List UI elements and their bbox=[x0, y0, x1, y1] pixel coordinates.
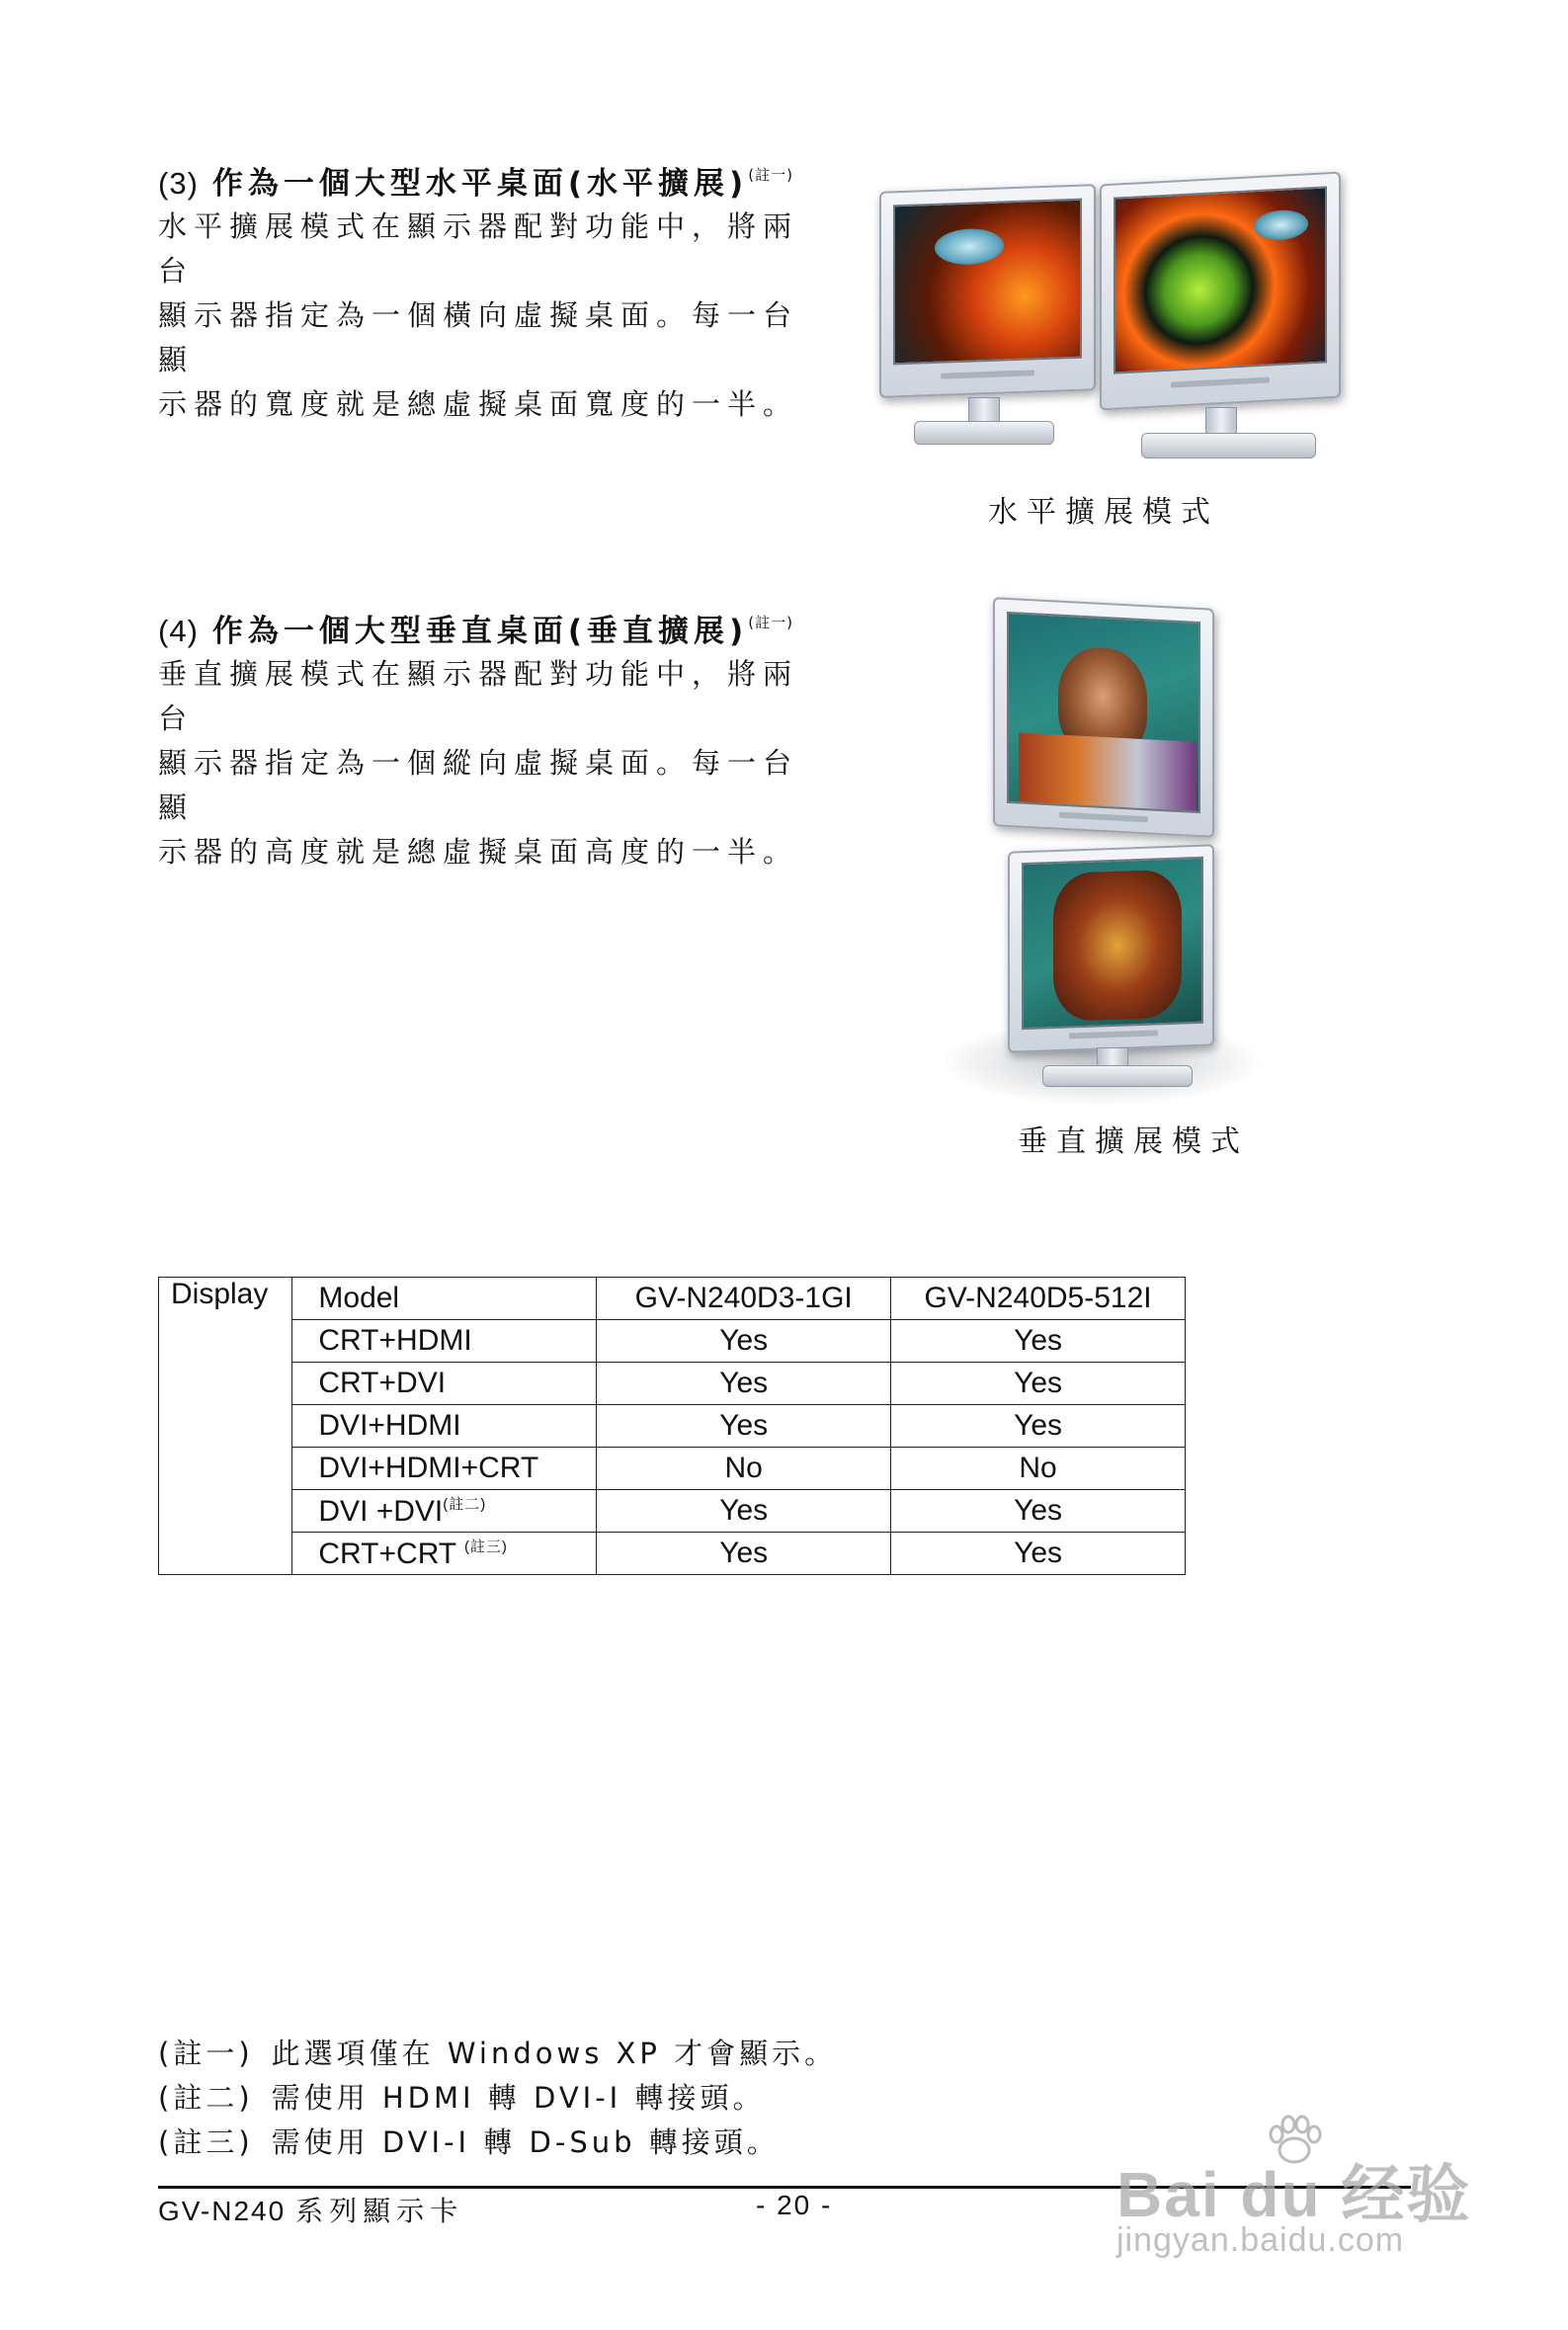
table-cell: Yes bbox=[597, 1363, 891, 1405]
section-3-note-ref: (註一) bbox=[748, 166, 793, 184]
footnote-label: (註一) bbox=[158, 2037, 254, 2070]
section-3-line: 示器的寬度就是總虛擬桌面寬度的一半。 bbox=[158, 387, 799, 421]
footnote-text: 需使用 HDMI 轉 DVI-I 轉接頭。 bbox=[271, 2081, 766, 2115]
model-header: Model bbox=[292, 1278, 597, 1320]
table-row bbox=[159, 1533, 1186, 1575]
section-4-note-ref: (註一) bbox=[748, 614, 793, 631]
section-4-line: 顯示器指定為一個縱向虛擬桌面。每一台顯 bbox=[158, 746, 799, 824]
section-4-body bbox=[158, 652, 800, 874]
table-cell: No bbox=[597, 1448, 891, 1490]
table-row bbox=[159, 1490, 1186, 1533]
left-monitor bbox=[879, 184, 1096, 398]
table-cell: Yes bbox=[597, 1533, 891, 1575]
bottom-monitor bbox=[1008, 844, 1214, 1052]
section-3-line: 水平擴展模式在顯示器配對功能中，將兩台 bbox=[158, 209, 799, 288]
row-note-ref: (註三) bbox=[463, 1539, 508, 1555]
vertical-span-illustration bbox=[939, 593, 1265, 1107]
footer-product bbox=[158, 2190, 463, 2229]
section-3-title: 作為一個大型水平桌面(水平擴展) bbox=[211, 166, 749, 202]
display-group-label: Display bbox=[159, 1278, 292, 1575]
row-label: CRT+HDMI bbox=[292, 1320, 597, 1363]
section-3-number: (3) bbox=[158, 166, 199, 201]
display-support-table bbox=[158, 1277, 1186, 1575]
top-monitor-screen bbox=[1007, 612, 1200, 813]
footnote-text: 此選項僅在 Windows XP 才會顯示。 bbox=[271, 2037, 838, 2070]
row-label: DVI+HDMI+CRT bbox=[292, 1448, 597, 1490]
table-cell: Yes bbox=[891, 1363, 1186, 1405]
top-monitor bbox=[993, 597, 1214, 838]
baidu-watermark-url: jingyan.baidu.com bbox=[1116, 2221, 1405, 2259]
section-4-heading bbox=[158, 606, 793, 650]
footnote-label: (註三) bbox=[158, 2125, 254, 2159]
footnote-label: (註二) bbox=[158, 2081, 254, 2115]
footnote bbox=[158, 2121, 780, 2161]
table-cell: Yes bbox=[891, 1320, 1186, 1363]
row-note-ref: (註二) bbox=[443, 1496, 487, 1513]
right-monitor bbox=[1100, 172, 1341, 411]
section-4-line: 示器的高度就是總虛擬桌面高度的一半。 bbox=[158, 835, 799, 869]
table-cell: Yes bbox=[891, 1490, 1186, 1533]
footnote bbox=[158, 2032, 837, 2072]
row-label: CRT+CRT $^{(註三)}$ bbox=[292, 1533, 597, 1575]
table-cell: Yes bbox=[891, 1533, 1186, 1575]
row-label: DVI+HDMI bbox=[292, 1405, 597, 1448]
section-3-line: 顯示器指定為一個橫向虛擬桌面。每一台顯 bbox=[158, 298, 799, 376]
section-4-line: 垂直擴展模式在顯示器配對功能中，將兩台 bbox=[158, 657, 799, 735]
baidu-watermark-logo: Bai du 经验 bbox=[1116, 2159, 1472, 2230]
table-header-row bbox=[159, 1278, 1186, 1320]
right-monitor-screen bbox=[1114, 186, 1327, 374]
table-cell: Yes bbox=[597, 1405, 891, 1448]
column-header: GV-N240D3-1GI bbox=[597, 1278, 891, 1320]
table-cell: Yes bbox=[891, 1405, 1186, 1448]
section-3-heading bbox=[158, 158, 793, 203]
bottom-monitor-screen bbox=[1022, 857, 1203, 1030]
table-row bbox=[159, 1448, 1186, 1490]
vertical-span-caption: 垂直擴展模式 bbox=[1018, 1124, 1249, 1159]
section-3-body bbox=[158, 205, 800, 427]
table-cell: Yes bbox=[597, 1320, 891, 1363]
section-4-number: (4) bbox=[158, 614, 199, 648]
horizontal-span-caption: 水平擴展模式 bbox=[988, 495, 1219, 530]
horizontal-span-illustration bbox=[874, 178, 1359, 474]
row-label: CRT+DVI bbox=[292, 1363, 597, 1405]
footer-product-model: GV-N240 bbox=[158, 2196, 287, 2226]
page-number: - 20 - bbox=[756, 2190, 833, 2220]
table-row bbox=[159, 1363, 1186, 1405]
table-row bbox=[159, 1320, 1186, 1363]
column-header: GV-N240D5-512I bbox=[891, 1278, 1186, 1320]
table-cell: No bbox=[891, 1448, 1186, 1490]
section-4-title: 作為一個大型垂直桌面(垂直擴展) bbox=[211, 614, 749, 649]
footnote-text: 需使用 DVI-I 轉 D-Sub 轉接頭。 bbox=[271, 2125, 780, 2159]
footnote bbox=[158, 2076, 765, 2117]
row-label: DVI +DVI$^{(註二)}$ bbox=[292, 1490, 597, 1533]
paw-logo-icon bbox=[1265, 2115, 1324, 2166]
table-cell: Yes bbox=[597, 1490, 891, 1533]
left-monitor-screen bbox=[893, 199, 1082, 366]
footer-product-series: 系列顯示卡 bbox=[295, 2195, 464, 2227]
table-row bbox=[159, 1405, 1186, 1448]
